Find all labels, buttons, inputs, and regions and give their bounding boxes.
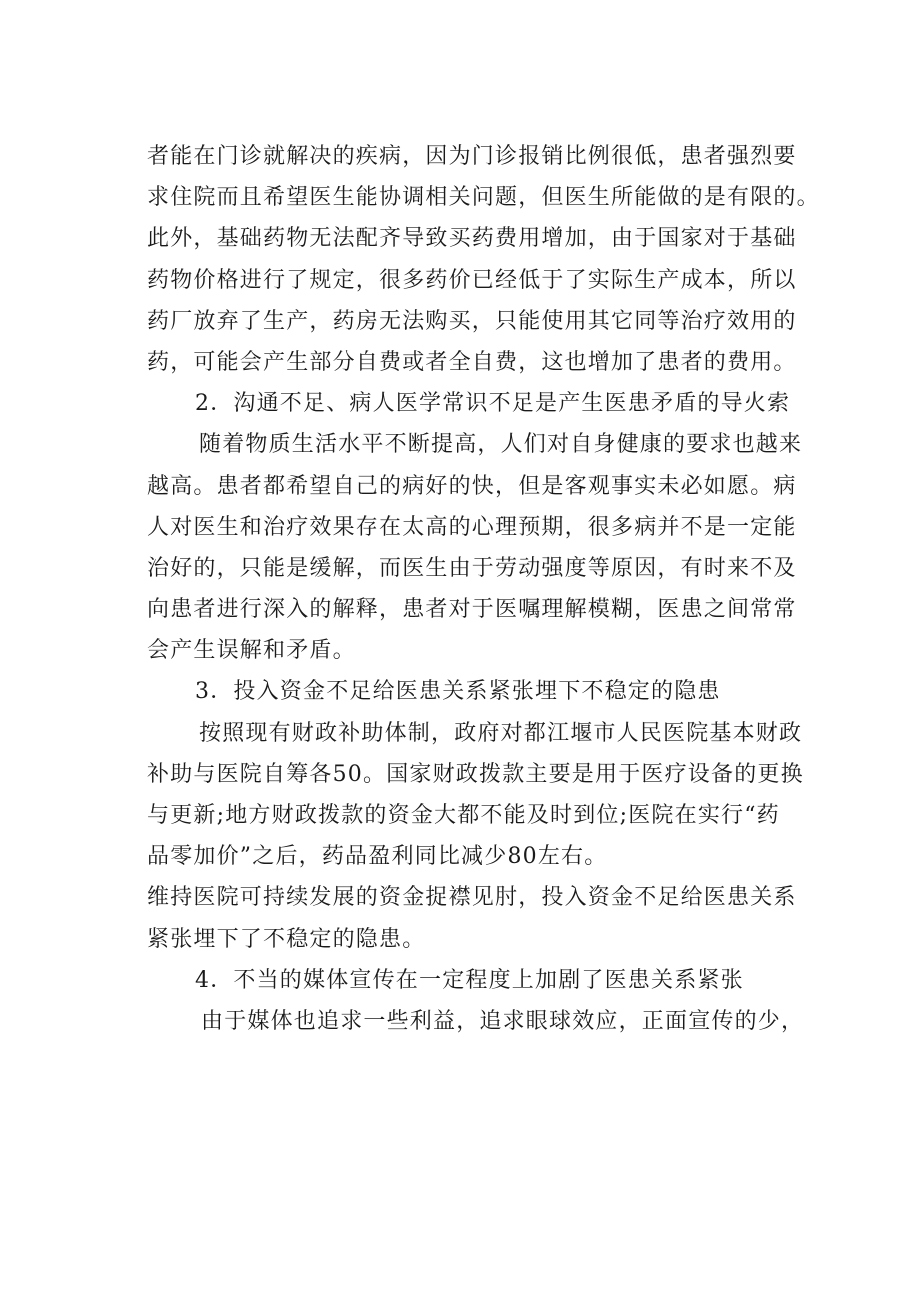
section-heading-2: 2．沟通不足、病人医学常识不足是产生医患矛盾的导火索: [195, 391, 791, 417]
section-heading-3: 3．投入资金不足给医患关系紧张埋下不稳定的隐患: [195, 679, 721, 705]
text-line: 随着物质生活水平不断提高，人们对自身健康的要求也越来: [199, 432, 803, 458]
text-line: 紧张埋下了不稳定的隐患。: [147, 926, 426, 952]
text-line: 由于媒体也追求一些利益，追求眼球效应，正面宣传的少，: [201, 1008, 805, 1034]
section-heading-4: 4．不当的媒体宣传在一定程度上加剧了医患关系紧张: [195, 967, 744, 993]
text-line: 药厂放弃了生产，药房无法购买，只能使用其它同等治疗效用的: [147, 308, 797, 334]
text-line: 维持医院可持续发展的资金捉襟见肘，投入资金不足给医患关系: [147, 885, 797, 911]
text-line: 治好的，只能是缓解，而医生由于劳动强度等原因，有时来不及: [147, 555, 797, 581]
text-line: 向患者进行深入的解释，患者对于医嘱理解模糊，医患之间常常: [147, 597, 797, 623]
text-line: 药物价格进行了规定，很多药价已经低于了实际生产成本，所以: [147, 267, 797, 293]
text-line: 此外，基础药物无法配齐导致买药费用增加，由于国家对于基础: [147, 226, 797, 252]
text-line: 药，可能会产生部分自费或者全自费，这也增加了患者的费用。: [147, 349, 797, 375]
text-line: 者能在门诊就解决的疾病，因为门诊报销比例很低，患者强烈要: [147, 144, 797, 169]
text-line: 按照现有财政补助体制，政府对都江堰市人民医院基本财政: [199, 720, 803, 746]
text-line: 求住院而且希望医生能协调相关问题，但医生所能做的是有限的。: [147, 185, 820, 211]
text-line: 人对医生和治疗效果存在太高的心理预期，很多病并不是一定能: [147, 514, 797, 540]
body-text: [147, 136, 827, 1042]
text-line: 越高。患者都希望自己的病好的快，但是客观事实未必如愿。病: [147, 473, 797, 499]
text-line: 品零加价”之后，药品盈利同比减少80左右。: [147, 844, 608, 870]
text-line: 会产生误解和矛盾。: [147, 638, 356, 664]
text-line: 补助与医院自筹各50。国家财政拨款主要是用于医疗设备的更换: [147, 761, 804, 787]
text-line: 与更新;地方财政拨款的资金大都不能及时到位;医院在实行“药: [147, 803, 780, 828]
